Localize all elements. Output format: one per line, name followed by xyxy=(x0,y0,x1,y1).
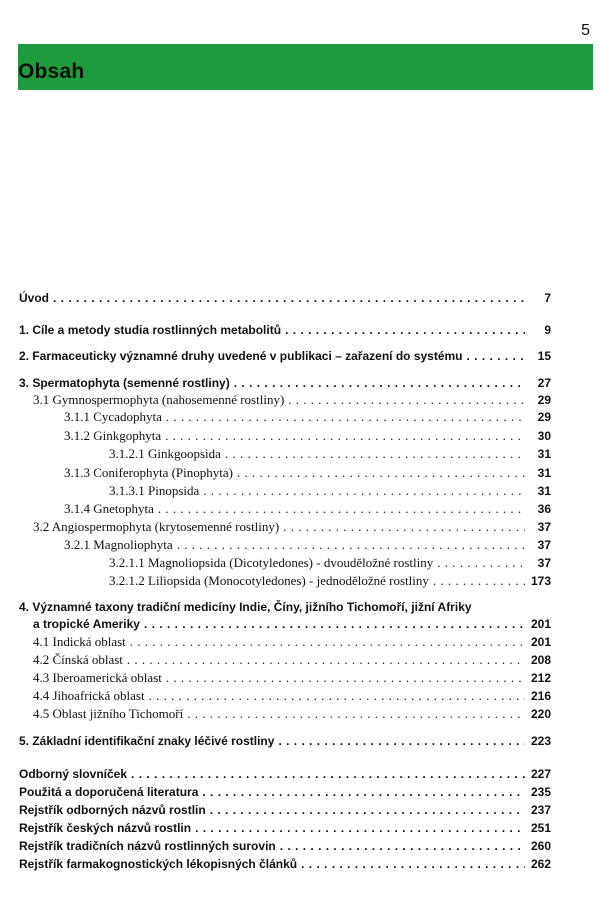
toc-leader xyxy=(280,838,525,854)
toc-entry-3-1-2-1[interactable] xyxy=(19,446,551,462)
toc-entry-title: 3.1.3.1 Pinopsida xyxy=(109,483,200,498)
toc-leader xyxy=(288,392,525,408)
toc-entry-title: 3.1.2.1 Ginkgoopsida xyxy=(109,446,221,461)
toc-entry-title: Rejstřík českých názvů rostlin xyxy=(19,821,192,835)
toc-leader xyxy=(195,820,525,836)
toc-leader xyxy=(53,290,525,306)
toc-entry-title: Odborný slovníček xyxy=(19,767,128,781)
toc-entry-page: 36 xyxy=(537,502,551,516)
toc-entry-title: 4.2 Čínská oblast xyxy=(33,652,123,667)
toc-entry-page: 29 xyxy=(537,393,551,407)
toc-entry-title: 2. Farmaceuticky významné druhy uvedené v publikaci – zařazení do systému xyxy=(19,349,463,363)
toc-entry-page: 9 xyxy=(544,323,551,337)
toc-leader xyxy=(130,634,525,650)
toc-entry-chapter-2[interactable] xyxy=(19,348,551,364)
toc-entry-title: 4.5 Oblast jižního Tichomoří xyxy=(33,706,184,721)
toc-entry-3-2[interactable] xyxy=(19,519,551,535)
toc-entry-page: 7 xyxy=(544,291,551,305)
toc-leader xyxy=(467,348,525,364)
toc-entry-page: 251 xyxy=(530,821,551,835)
toc-entry-page: 29 xyxy=(537,410,551,424)
toc-leader xyxy=(131,766,525,782)
toc-entry-title: 3.1.2 Ginkgophyta xyxy=(64,428,162,443)
toc-leader xyxy=(437,555,525,571)
toc-leader xyxy=(166,670,525,686)
toc-entry-glossary[interactable] xyxy=(19,766,551,782)
toc-entry-uvod[interactable] xyxy=(19,290,551,306)
toc-entry-title: Úvod xyxy=(19,291,49,305)
toc-entry-page: 212 xyxy=(530,671,551,685)
toc-entry-page: 201 xyxy=(530,635,551,649)
toc-entry-3-1-3-1[interactable] xyxy=(19,483,551,499)
toc-entry-chapter-4-title: 4. Významné taxony tradiční medicíny Indie, Číny, jižního Tichomoří, jižní Afriky xyxy=(19,600,472,614)
toc-entry-title: 3.2.1.1 Magnoliopsida (Dicotyledones) - dvouděložné rostliny xyxy=(109,555,434,570)
toc-entry-index-scientific[interactable] xyxy=(19,802,551,818)
toc-entry-title: 3. Spermatophyta (semenné rostliny) xyxy=(19,376,230,390)
toc-entry-chapter-5[interactable] xyxy=(19,733,551,749)
toc-entry-title: 5. Základní identifikační znaky léčivé rostliny xyxy=(19,734,275,748)
toc-entry-page: 216 xyxy=(530,689,551,703)
toc-entry-3-1-3[interactable] xyxy=(19,465,551,481)
toc-entry-4-3[interactable] xyxy=(19,670,551,686)
toc-entry-page: 31 xyxy=(537,447,551,461)
toc-leader xyxy=(149,688,525,704)
toc-entry-page: 27 xyxy=(537,376,551,390)
toc-entry-title: 3.1.4 Gnetophyta xyxy=(64,501,154,516)
toc-entry-3-2-1-1[interactable] xyxy=(19,555,551,571)
toc-entry-page: 37 xyxy=(537,538,551,552)
toc-entry-page: 30 xyxy=(537,429,551,443)
toc-entry-page: 173 xyxy=(530,574,551,588)
toc-entry-literature[interactable] xyxy=(19,784,551,800)
toc-leader xyxy=(283,519,525,535)
toc-entry-3-2-1[interactable] xyxy=(19,537,551,553)
toc-entry-title: 3.2.1.2 Liliopsida (Monocotyledones) - jednoděložné rostliny xyxy=(109,573,429,588)
toc-entry-3-1-2[interactable] xyxy=(19,428,551,444)
toc-leader xyxy=(237,465,525,481)
toc-leader xyxy=(202,784,525,800)
toc-leader xyxy=(144,616,525,632)
toc-leader xyxy=(278,733,525,749)
toc-entry-page: 208 xyxy=(530,653,551,667)
toc-entry-page: 37 xyxy=(537,556,551,570)
toc-entry-page: 201 xyxy=(530,617,551,631)
toc-entry-page: 37 xyxy=(537,520,551,534)
toc-entry-3-2-1-2[interactable] xyxy=(19,573,551,589)
toc-entry-title: 3.1 Gymnospermophyta (nahosemenné rostliny) xyxy=(33,392,285,407)
toc-leader xyxy=(433,573,525,589)
toc-leader xyxy=(127,652,525,668)
toc-entry-page: 262 xyxy=(530,857,551,871)
toc-entry-title: 1. Cíle a metody studia rostlinných metabolitů xyxy=(19,323,282,337)
toc-entry-page: 220 xyxy=(530,707,551,721)
toc-entry-page: 15 xyxy=(537,349,551,363)
toc-entry-3-1-4[interactable] xyxy=(19,501,551,517)
toc-entry-chapter-3[interactable] xyxy=(19,375,551,391)
toc-entry-title: 3.1.1 Cycadophyta xyxy=(64,409,162,424)
toc-entry-page: 260 xyxy=(530,839,551,853)
toc-entry-title: 4.1 Indická oblast xyxy=(33,634,126,649)
toc-entry-title: 3.2 Angiospermophyta (krytosemenné rostliny) xyxy=(33,519,280,534)
toc-entry-page: 31 xyxy=(537,466,551,480)
toc-leader xyxy=(165,428,525,444)
toc-entry-4-5[interactable] xyxy=(19,706,551,722)
toc-entry-3-1-1[interactable] xyxy=(19,409,551,425)
toc-entry-continuation: a tropické Ameriky xyxy=(33,617,140,631)
toc-entry-page: 227 xyxy=(530,767,551,781)
toc-entry-title: 4.4 Jihoafrická oblast xyxy=(33,688,145,703)
toc-entry-title: Rejstřík odborných názvů rostlin xyxy=(19,803,206,817)
toc-leader xyxy=(210,802,525,818)
toc-leader xyxy=(285,322,525,338)
toc-entry-title: Rejstřík tradičních názvů rostlinných surovin xyxy=(19,839,276,853)
toc-entry-title: Použitá a doporučená literatura xyxy=(19,785,199,799)
toc-leader xyxy=(203,483,525,499)
toc-entry-title: 4.3 Iberoamerická oblast xyxy=(33,670,162,685)
toc-entry-index-traditional[interactable] xyxy=(19,838,551,854)
page-number: 5 xyxy=(581,22,590,39)
toc-entry-title: 3.1.3 Coniferophyta (Pinophyta) xyxy=(64,465,233,480)
toc-leader xyxy=(301,856,525,872)
toc-entry-4-4[interactable] xyxy=(19,688,551,704)
toc-leader xyxy=(234,375,525,391)
toc-leader xyxy=(225,446,525,462)
toc-entry-index-pharmacopoeia[interactable] xyxy=(19,856,551,872)
page-title: Obsah xyxy=(18,60,85,83)
toc-entry-title: Rejstřík farmakognostických lékopisných článků xyxy=(19,857,298,871)
toc-entry-page: 223 xyxy=(530,734,551,748)
toc-entry-3-1[interactable] xyxy=(19,392,551,408)
toc-entry-page: 31 xyxy=(537,484,551,498)
toc-leader xyxy=(177,537,525,553)
toc-entry-index-czech[interactable] xyxy=(19,820,551,836)
toc-entry-4-2[interactable] xyxy=(19,652,551,668)
toc-entry-chapter-4[interactable] xyxy=(19,616,551,632)
toc-entry-page: 237 xyxy=(530,803,551,817)
toc-entry-page: 235 xyxy=(530,785,551,799)
toc-leader xyxy=(166,409,525,425)
toc-leader xyxy=(158,501,525,517)
toc-entry-chapter-1[interactable] xyxy=(19,322,551,338)
toc-entry-4-1[interactable] xyxy=(19,634,551,650)
toc-leader xyxy=(187,706,525,722)
header-bar xyxy=(18,44,593,90)
toc-entry-title: 3.2.1 Magnoliophyta xyxy=(64,537,173,552)
